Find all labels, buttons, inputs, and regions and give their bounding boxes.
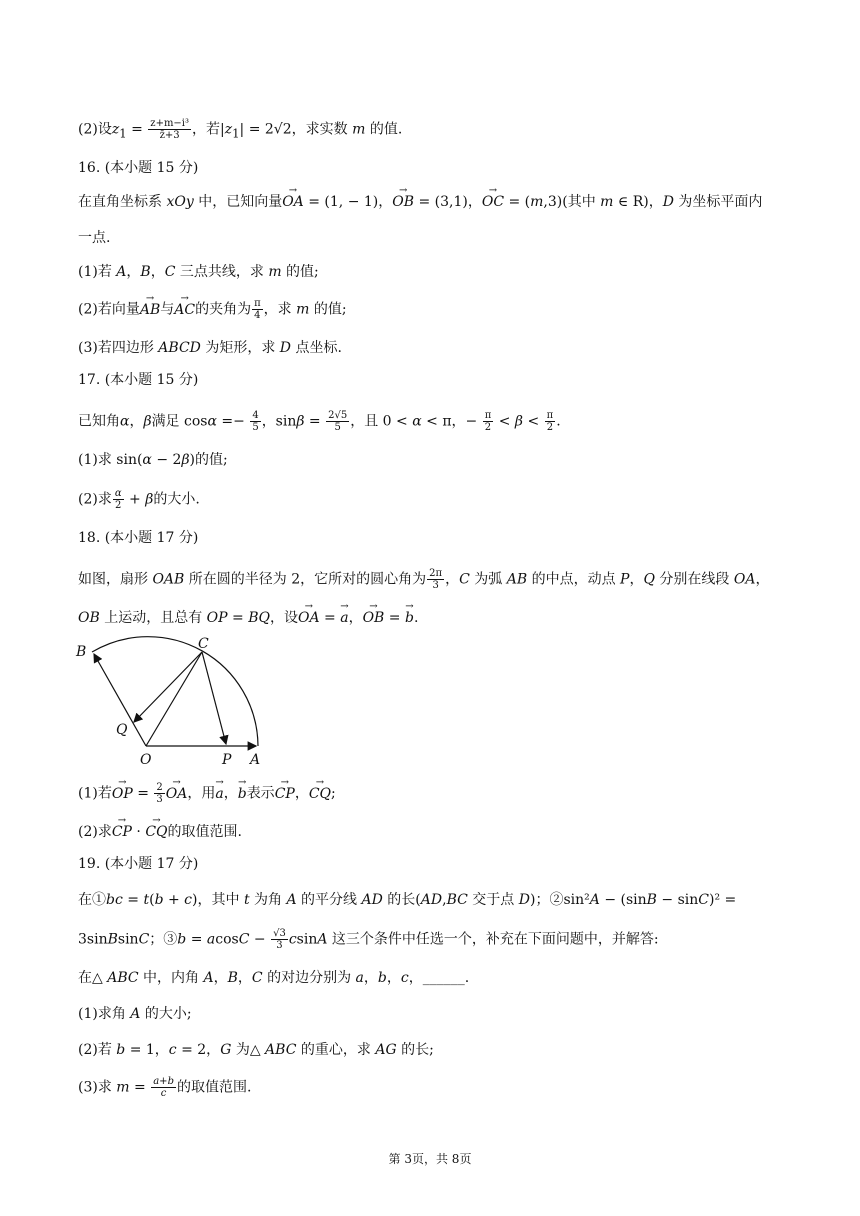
question-16-stem-cont: 一点.	[78, 230, 111, 246]
question-18-stem: 如图，扇形 OAB 所在圆的半径为 2，它所对的圆心角为 $\frac{2\pi}{3}$ ，C 为弧 AB 的中点，动点 P，Q 分别在线段 OA，	[78, 568, 770, 591]
subquestion-17-2: (2)求 $\frac{\alpha}{2}$ + β的大小.	[78, 488, 200, 511]
subquestion-16-3: (3)若四边形 ABCD 为矩形，求 D 点坐标.	[78, 340, 342, 356]
question-18-stem-cont: OB 上运动，且总有 OP = BQ，设→ OA = → a，→ OB = → b.	[78, 608, 418, 628]
question-19-stem-cont2: 在△ ABC 中，内角 A，B，C 的对边分别为 a，b，c，______.	[78, 970, 470, 986]
label-A: A	[250, 752, 261, 768]
subquestion-18-1: (1)若→ OP = $\frac{2}{3}$ → OA，用→ a，→ b表示→ CP，→ CQ;	[78, 782, 336, 805]
question-19-stem-cont: 3sinBsinC；③b = acosC − $\frac{√3}{3}$ csinA 这三个条件中任选一个，补充在下面问题中，并解答:	[78, 928, 659, 951]
label-B: B	[76, 644, 87, 660]
subquestion-15-2: (2)设$z_1$ = $\frac{\text{z+m−i³}}{z̄+3}$ ，若$|z_1| = 2√2$，求实数 m 的值.	[78, 118, 403, 141]
question-16-stem: 在直角坐标系 xOy 中，已知向量→ OA = (1, − 1)，→ OB = (3,1)，→ OC = (m,3)(其中 m ∈ R)，D 为坐标平面内	[78, 192, 762, 212]
question-16-heading: 16. (本小题 15 分)	[78, 160, 199, 176]
question-17-stem: 已知角α，β满足 cosα =− $\frac{4}{5}$ ，sinβ = $\frac{2√5}{5}$ ，且 0 < α < π，− $\frac{\pi}{2}$ < β < $\frac{\pi}{2}$ .	[78, 410, 561, 433]
label-C: C	[198, 636, 209, 652]
question-19-stem: 在①bc = t(b + c)，其中 t 为角 A 的平分线 AD 的长(AD,BC 交于点 D)；②sin²A − (sinB − sinC)² =	[78, 892, 737, 908]
subquestion-19-3: (3)求 m = $\frac{a+b}{c}$ 的取值范围.	[78, 1076, 252, 1099]
question-19-heading: 19. (本小题 17 分)	[78, 856, 199, 872]
subquestion-17-1: (1)求 sin(α − 2β)的值;	[78, 452, 228, 468]
subquestion-19-2: (2)若 b = 1，c = 2，G 为△ ABC 的重心，求 AG 的长;	[78, 1042, 434, 1058]
label-O: O	[140, 752, 152, 768]
label-P: P	[222, 752, 232, 768]
subquestion-19-1: (1)求角 A 的大小;	[78, 1006, 192, 1022]
subquestion-16-2: (2)若向量→ AB与→ AC的夹角为 $\frac{\pi}{4}$ ，求 m 的值;	[78, 298, 347, 321]
sector-figure	[74, 636, 274, 768]
question-18-heading: 18. (本小题 17 分)	[78, 530, 199, 546]
page-footer: 第 3页，共 8页	[388, 1152, 472, 1166]
subquestion-18-2: (2)求→ CP · → CQ的取值范围.	[78, 822, 242, 842]
question-17-heading: 17. (本小题 15 分)	[78, 372, 199, 388]
subquestion-16-1: (1)若 A，B，C 三点共线，求 m 的值;	[78, 264, 319, 280]
label-Q: Q	[116, 722, 128, 738]
